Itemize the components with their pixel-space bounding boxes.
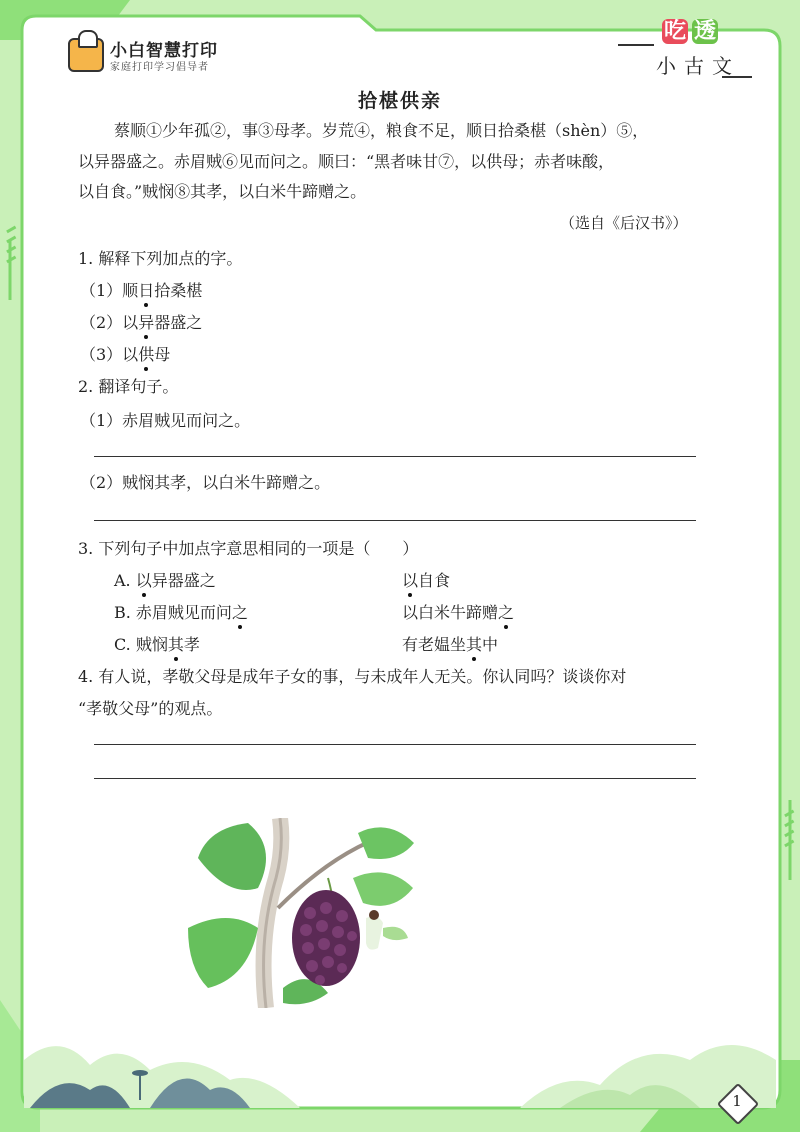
article-passage bbox=[78, 116, 728, 208]
series-top-2: 透 bbox=[694, 19, 717, 44]
answer-line[interactable] bbox=[94, 744, 696, 745]
question-3-title: 3. 下列句子中加点字意思相同的一项是（ ） bbox=[78, 539, 419, 558]
series-bottom: 小古文 bbox=[656, 54, 740, 78]
dotted-char: 之 bbox=[498, 600, 514, 623]
answer-line[interactable] bbox=[94, 456, 696, 457]
answer-line[interactable] bbox=[94, 778, 696, 779]
question-1-item: （2）以异器盛之 bbox=[80, 310, 202, 333]
page-number bbox=[718, 1084, 756, 1122]
article-source: （选自《后汉书》） bbox=[560, 214, 688, 232]
question-2-item: （2）贼悯其孝，以白米牛蹄赠之。 bbox=[80, 473, 331, 492]
decor-dash bbox=[618, 44, 654, 46]
passage-line: 蔡顺①少年孤②，事③母孝。岁荒④，粮食不足，顺日拾桑椹（shèn）⑤， bbox=[114, 121, 649, 140]
printer-icon bbox=[68, 38, 104, 72]
option-a-compare: 以自食 bbox=[402, 568, 450, 591]
dotted-char: 其 bbox=[466, 632, 482, 655]
dotted-char: 以 bbox=[136, 568, 152, 591]
question-1-item: （3）以供母 bbox=[80, 342, 170, 365]
answer-line[interactable] bbox=[94, 520, 696, 521]
series-top bbox=[662, 14, 718, 45]
question-2-item: （1）赤眉贼见而问之。 bbox=[80, 411, 251, 430]
series-logo bbox=[618, 14, 758, 84]
mulberry-illustration bbox=[188, 818, 420, 1008]
option-a[interactable]: A. 以异器盛之 bbox=[114, 568, 216, 591]
passage-line: 以自食。”贼悯⑧其孝，以白米牛蹄赠之。 bbox=[78, 182, 367, 201]
decor-dash bbox=[722, 76, 752, 78]
question-1-item: （1）顺日拾桑椹 bbox=[80, 278, 202, 301]
series-top-1: 吃 bbox=[664, 19, 687, 44]
question-1-title: 1. 解释下列加点的字。 bbox=[78, 249, 243, 268]
dotted-char: 供 bbox=[138, 342, 154, 365]
brand-slogan: 家庭打印学习倡导者 bbox=[110, 62, 209, 73]
dotted-char: 日 bbox=[138, 278, 154, 301]
question-2-title: 2. 翻译句子。 bbox=[78, 377, 179, 396]
brand-name: 小白智慧打印 bbox=[110, 41, 218, 61]
question-4-line: 4. 有人说，孝敬父母是成年子女的事，与未成年人无关。你认同吗？谈谈你对 bbox=[78, 667, 627, 686]
option-b-compare: 以白米牛蹄赠之 bbox=[402, 600, 514, 623]
article-title: 拾椹供亲 bbox=[357, 90, 442, 112]
question-4-line: “孝敬父母”的观点。 bbox=[78, 699, 223, 718]
option-b[interactable]: B. 赤眉贼见而问之 bbox=[114, 600, 248, 623]
option-c-compare: 有老媪坐其中 bbox=[402, 632, 498, 655]
brand-logo bbox=[68, 32, 238, 76]
dotted-char: 其 bbox=[168, 632, 184, 655]
dotted-char: 之 bbox=[232, 600, 248, 623]
dotted-char: 异 bbox=[138, 310, 154, 333]
passage-line: 以异器盛之。赤眉贼⑥见而问之。顺曰：“黑者味甘⑦，以供母；赤者味酸， bbox=[78, 151, 615, 171]
dotted-char: 以 bbox=[402, 568, 418, 591]
option-c[interactable]: C. 贼悯其孝 bbox=[114, 632, 200, 655]
page-number-text: 1 bbox=[732, 1092, 742, 1110]
